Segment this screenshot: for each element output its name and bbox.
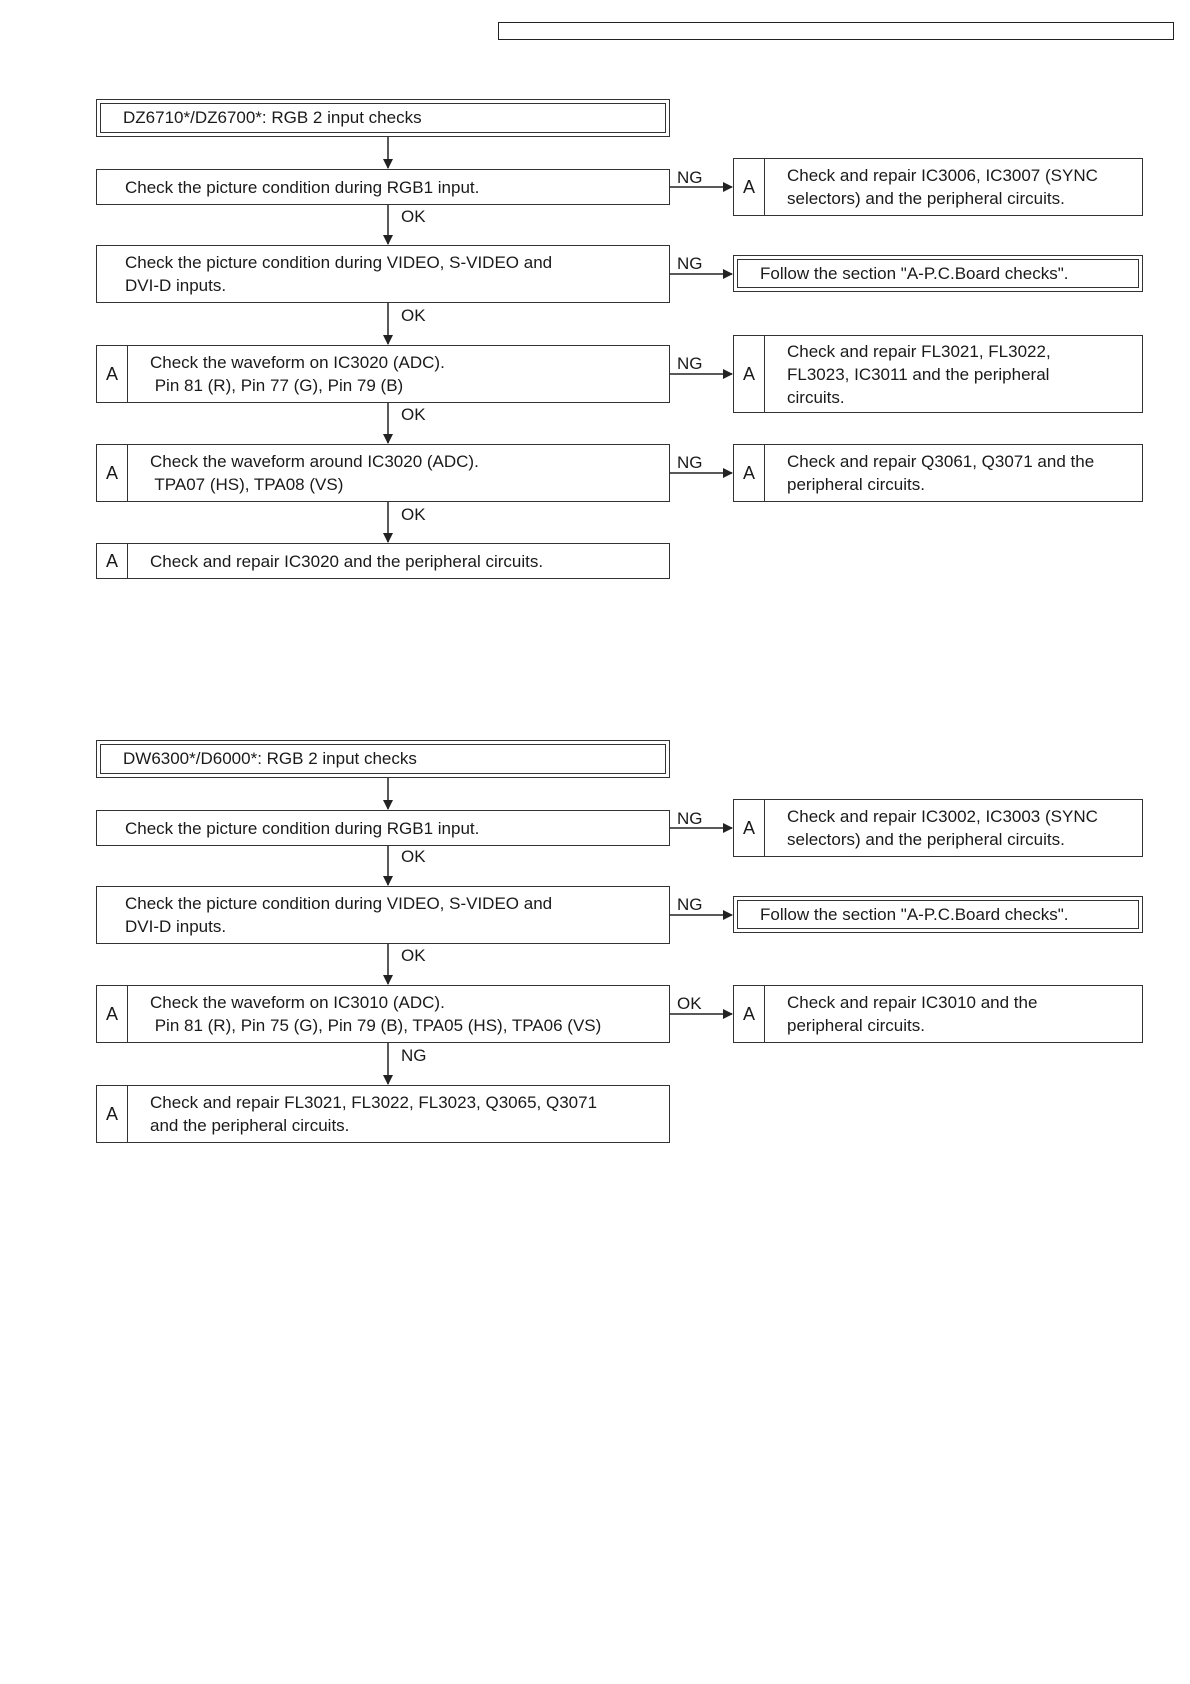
flow2-step3-ok-line1: Check and repair IC3010 and the xyxy=(787,993,1038,1012)
flow1-step1-ng-line2: selectors) and the peripheral circuits. xyxy=(787,189,1065,208)
flow1-step3-ng-line2: FL3023, IC3011 and the peripheral xyxy=(787,364,1050,384)
flow2-step1-ng-a-marker: A xyxy=(734,800,765,856)
flow1-step2-line1: Check the picture condition during VIDEO, S-VIDEO and xyxy=(125,253,553,272)
flow1-ok-label-4: OK xyxy=(401,505,426,524)
flow1-ng-label-1: NG xyxy=(677,168,703,187)
flow2-step3-a-marker: A xyxy=(97,986,128,1042)
flow1-step3-ng-line1: Check and repair FL3021, FL3022, xyxy=(787,341,1051,361)
flow2-step1-ng-line2: selectors) and the peripheral circuits. xyxy=(787,830,1065,849)
flow2-step1-ng-line1: Check and repair IC3002, IC3003 (SYNC xyxy=(787,807,1098,826)
flow1-step2-ng-text: Follow the section "A-P.C.Board checks". xyxy=(760,263,1069,283)
flow1-step5-text: Check and repair IC3020 and the peripheral circuits. xyxy=(150,551,544,571)
flow1-step4-line2: TPA07 (HS), TPA08 (VS) xyxy=(150,475,344,494)
flow1-step3-a-marker: A xyxy=(97,346,128,402)
flow1-step2-line2: DVI-D inputs. xyxy=(125,276,227,295)
flow1-step3-line1: Check the waveform on IC3020 (ADC). xyxy=(150,353,445,372)
flow1-step4-ng-a-marker: A xyxy=(734,445,765,501)
flow1-step1-text: Check the picture condition during RGB1 input. xyxy=(125,177,480,197)
flow2-step2-line2: DVI-D inputs. xyxy=(125,917,227,936)
flow2-ok-label-1: OK xyxy=(401,847,426,866)
flow1-step1-ng-line1: Check and repair IC3006, IC3007 (SYNC xyxy=(787,166,1098,185)
flow2-ok-label-2: OK xyxy=(401,946,426,965)
flow1-step3-line2: Pin 81 (R), Pin 77 (G), Pin 79 (B) xyxy=(150,376,404,395)
flow1-ng-label-2: NG xyxy=(677,254,703,273)
flow1-step4-ng-line2: peripheral circuits. xyxy=(787,475,925,494)
flow1-ng-label-4: NG xyxy=(677,453,703,472)
flow2-step4-a-marker: A xyxy=(97,1086,128,1142)
flow1-step3-ng-line3: circuits. xyxy=(787,387,845,407)
flow2-step1-text: Check the picture condition during RGB1 input. xyxy=(125,818,480,838)
flow2-step3-line1: Check the waveform on IC3010 (ADC). xyxy=(150,993,445,1012)
flow2-ng-label-1: NG xyxy=(677,809,703,828)
flow1-step5-a-marker: A xyxy=(97,544,128,578)
flow2-step3-ok-a-marker: A xyxy=(734,986,765,1042)
flow1-step4-line1: Check the waveform around IC3020 (ADC). xyxy=(150,452,479,471)
flow2-step4-line1: Check and repair FL3021, FL3022, FL3023, Q3065, Q3071 xyxy=(150,1093,598,1112)
flow2-ok-label-3: OK xyxy=(677,994,702,1013)
flow1-ok-label-3: OK xyxy=(401,405,426,424)
flow1-step3-ng-a-marker: A xyxy=(734,336,765,412)
flow2-step3-line2: Pin 81 (R), Pin 75 (G), Pin 79 (B), TPA05 (HS), TPA06 (VS) xyxy=(150,1016,602,1035)
flow2-ng-label-3: NG xyxy=(401,1046,427,1065)
flow2-step4-line2: and the peripheral circuits. xyxy=(150,1116,350,1135)
flow1-ok-label-1: OK xyxy=(401,207,426,226)
flow2-step2-line1: Check the picture condition during VIDEO, S-VIDEO and xyxy=(125,894,553,913)
flow2-step2-ng-text: Follow the section "A-P.C.Board checks". xyxy=(760,904,1069,924)
flow1-ng-label-3: NG xyxy=(677,354,703,373)
flow1-step1-ng-a-marker: A xyxy=(734,159,765,215)
flow1-step4-ng-line1: Check and repair Q3061, Q3071 and the xyxy=(787,452,1095,471)
flow2-ng-label-2: NG xyxy=(677,895,703,914)
flow1-step4-a-marker: A xyxy=(97,445,128,501)
flow2-step3-ok-line2: peripheral circuits. xyxy=(787,1016,925,1035)
flow1-title: DZ6710*/DZ6700*: RGB 2 input checks xyxy=(123,108,422,127)
flow2-title: DW6300*/D6000*: RGB 2 input checks xyxy=(123,749,417,768)
flow1-ok-label-2: OK xyxy=(401,306,426,325)
